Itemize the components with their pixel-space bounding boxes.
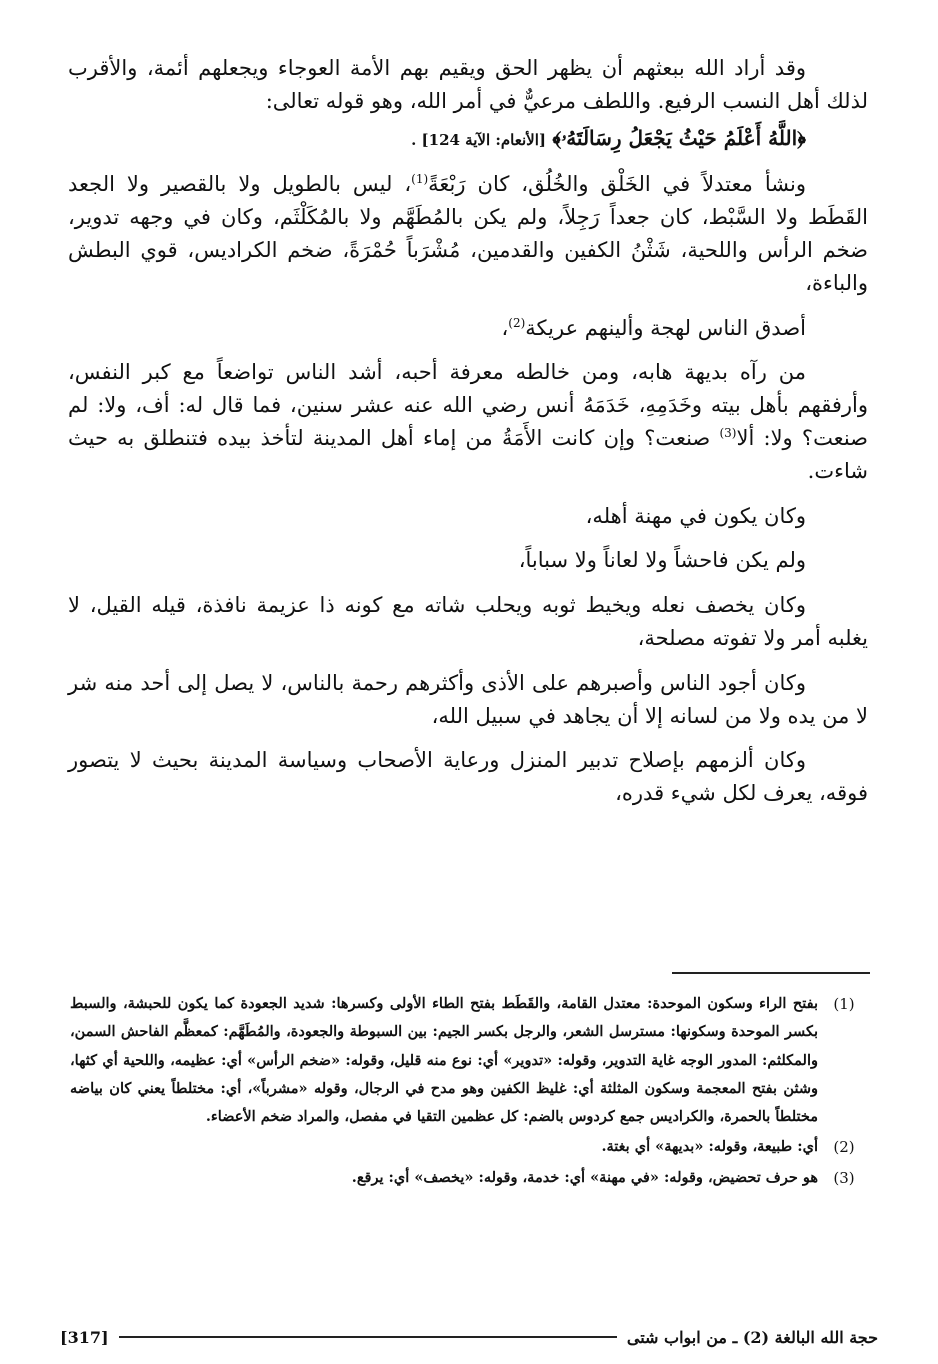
paragraph-governance	[68, 744, 868, 810]
footnote-number: (3)	[833, 1168, 855, 1187]
footnote-text: أي: طبيعة، وقوله: «بديهة» أي بغتة.	[601, 1138, 818, 1156]
footnote-mark: (3)	[719, 425, 737, 440]
paragraph-manners	[68, 544, 868, 577]
footnote-mark: (1)	[411, 172, 429, 187]
paragraph-character	[68, 356, 868, 487]
footnote-separator	[672, 972, 870, 974]
footnotes	[70, 990, 870, 1192]
footnote-text: بفتح الراء وسكون الموحدة: معتدل القامة، والقَطَط بفتح الطاء الأولى وكسرها: شديد الجعودة كما يكون للحبشة، والسبط بكسر الموحدة وسكونها: مسترسل الشعر، والرجل بكسر الجيم: بين السبوطة والجعودة، والمُطَهَّم: كمعظَّم الفاحش السمن، والمكلثم: المدور الوجه غاية التدوير، وقوله: «تدوير» أي: نوع منه قليل، وقوله: «ضخم الرأس» أي: عظيمه، واللحية أي كثها، وشثن بفتح المعجمة وسكون المثلثة أي: غليظ الكفين وهو مدح في الرجال، وقوله «مشرباً»، أي: مختلطاً يعني كان بياضه مختلطاً بالحمرة، والكراديس جمع كردوس بالضم: كل عظمين التقيا في مفصل، والمراد ضخم الأعضاء.	[70, 995, 818, 1126]
paragraph-text: وكان ألزمهم بإصلاح تدبير المنزل ورعاية الأصحاب وسياسة المدينة بحيث لا يتصور فوقه، يعرف لكل شيء قدره،	[68, 748, 868, 806]
running-footer	[60, 1325, 878, 1349]
footnote-3	[70, 1164, 870, 1192]
running-title: حجة الله البالغة (2) ـ من ابواب شتى	[626, 1327, 878, 1347]
paragraph-work	[68, 589, 868, 655]
paragraph-text: صنعت؟ وإن كانت الأَمَةُ من إماء أهل المدينة لتأخذ بيده فتنطلق به حيث شاءت.	[68, 425, 868, 483]
paragraph-text: وكان يخصف نعله ويخيط ثوبه ويحلب شاته مع كونه ذا عزيمة نافذة، قيله القيل، لا يغلبه أمر ولا تفوته مصلحة،	[68, 593, 868, 650]
verse-text: ﴿اللَّهُ أَعْلَمُ حَيْثُ يَجْعَلُ رِسَالَتَهُۥ﴾	[552, 125, 806, 150]
footnote-2	[70, 1133, 870, 1161]
paragraph-intro	[68, 52, 868, 118]
paragraph-speech: أصدق الناس لهجة وألينهم عريكة$^{(2)}$،	[501, 315, 806, 340]
paragraph-generosity	[68, 667, 868, 733]
footnote-number: (2)	[833, 1138, 855, 1157]
paragraph-text: ، ليس بالطويل ولا بالقصير ولا الجعد القَطَط ولا السَّبْط، كان جعداً رَجِلاً، ولم يكن بالمُطَهَّم ولا بالمُكَلْثَم، وكان في وجهه تدوير، ضخم الرأس واللحية، شَثْنُ الكفين والقدمين، مُشْرَباً حُمْرَةً، ضخم الكراديس، قوي البطش والباءة،	[68, 172, 868, 295]
footer-rule	[119, 1336, 617, 1338]
paragraph-text: ونشأ معتدلاً في الخَلْق والخُلُق، كان رَبْعَةً	[428, 172, 806, 197]
paragraph-text: من رآه بديهة هابه، ومن خالطه معرفة أحبه، أشد الناس تواضعاً مع كبر النفس، وأرفقهم بأهل بيته وخَدَمِهِ، خَدَمَهُ أنس رضي الله عنه عشر سنين، فما قال له: أف، ولا: لم صنعت؟ ولا: ألا	[68, 360, 868, 450]
paragraph-text: وقد أراد الله ببعثهم أن يظهر الحق ويقيم بهم الأمة العوجاء ويجعلهم أئمة، والأقرب لذلك أهل النسب الرفيع. واللطف مرعيٌّ في أمر الله، وهو قوله تعالى:	[68, 56, 868, 113]
page-number: [317]	[60, 1327, 109, 1347]
paragraph-text: وكان يكون في مهنة أهله،	[585, 503, 806, 528]
quran-verse	[68, 122, 868, 157]
paragraph-household	[68, 500, 868, 533]
paragraph-text: وكان أجود الناس وأصبرهم على الأذى وأكثرهم رحمة بالناس، لا يصل إلى أحد منه شر لا من يده ولا من لسانه إلا أن يجاهد في سبيل الله،	[68, 670, 868, 728]
paragraph-text: ولم يكن فاحشاً ولا لعاناً ولا سباباً،	[518, 548, 806, 573]
paragraph-description	[68, 168, 868, 299]
footnote-mark: (2)	[508, 315, 526, 330]
main-text	[68, 52, 868, 822]
footnote-text: هو حرف تحضيض، وقوله: «في مهنة» أي: خدمة، وقوله: «يخصف» أي: يرقع.	[351, 1168, 818, 1186]
footnote-1	[70, 990, 870, 1131]
verse-reference: [الأنعام: الآية 124] .	[411, 130, 546, 149]
paragraph-text: أصدق الناس لهجة وألينهم عريكة	[525, 315, 806, 340]
footnote-number: (1)	[833, 995, 855, 1013]
